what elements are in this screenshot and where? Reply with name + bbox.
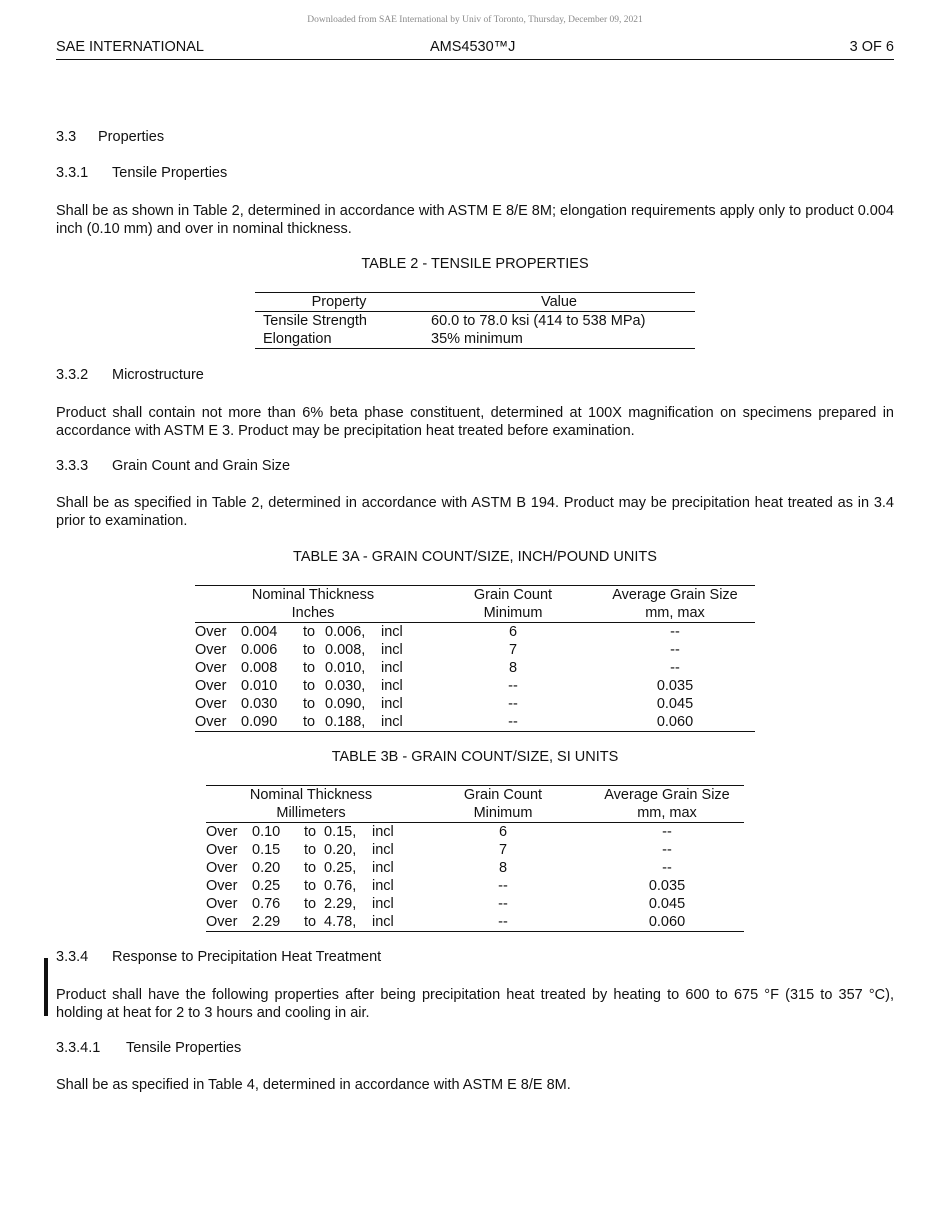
section-3-3-4-1-heading [56,1040,241,1056]
table-cell: Over [206,914,238,930]
column-header: Property [311,294,367,310]
table-cell: 0.006, [325,624,366,640]
column-header: Inches [291,605,335,621]
table-cell: to [303,860,317,876]
table-cell: 0.030, [325,678,366,694]
table-cell: 0.060 [656,714,694,730]
table-cell: Over [195,660,227,676]
section-title: Response to Precipitation Heat Treatment [112,949,382,965]
section-3-3-4-heading [56,949,381,965]
table-cell: 0.76 [252,896,281,912]
table-cell: 0.006 [241,642,278,658]
column-header: Minimum [483,605,543,621]
table-row [255,312,695,331]
header-org: SAE INTERNATIONAL [56,39,204,55]
table-cell: 0.030 [241,696,278,712]
table-cell: Over [206,896,238,912]
header-doc-number: AMS4530™J [430,39,516,55]
section-number: 3.3.4 [56,949,89,965]
table-row [195,695,755,713]
table-cell: 0.15, [324,824,357,840]
section-3-3-3-text: Shall be as specified in Table 2, determined in accordance with ASTM B 194. Product may be precipitation heat treated as in 3.4 prior to examination. [56,495,894,529]
section-3-3-4-1-text: Shall be as specified in Table 4, determined in accordance with ASTM E 8/E 8M. [56,1077,571,1093]
table-cell: to [303,824,317,840]
table-cell: 0.008 [241,660,278,676]
table-cell: -- [508,714,518,730]
table-cell: to [303,896,317,912]
table-cell: to [302,660,316,676]
table-cell: -- [670,642,680,658]
section-number: 3.3.2 [56,367,89,383]
table-row [206,841,744,859]
table-header-row [195,604,755,623]
table-cell: 0.20, [324,842,357,858]
section-3-3-2-heading [56,367,204,383]
table-cell: to [302,678,316,694]
section-3-3-4-text: Product shall have the following properties after being precipitation heat treated by heating to 600 to 675 °F (315 to 357 °C), holding at heat for 2 to 3 hours and cooling in air. [56,987,894,1021]
table-cell: 2.29, [324,896,357,912]
table-row [195,713,755,732]
table-row [195,641,755,659]
table-cell: -- [498,914,508,930]
table-cell: -- [508,678,518,694]
table-cell: 0.25 [252,878,281,894]
revision-change-bar [44,958,48,1016]
table-cell: 2.29 [252,914,281,930]
table-row [195,659,755,677]
table-header-row [195,586,755,605]
table-cell: Over [195,696,227,712]
table-cell: 4.78, [324,914,357,930]
section-number: 3.3.1 [56,165,89,181]
table-cell: Over [195,714,227,730]
table-cell: incl [372,878,394,894]
table-cell: 0.15 [252,842,281,858]
table-header-row [255,293,695,312]
table-3a-caption: TABLE 3A - GRAIN COUNT/SIZE, INCH/POUND UNITS [293,549,657,565]
table-cell: 0.045 [656,696,694,712]
table-cell: 0.25, [324,860,357,876]
table-row [206,895,744,913]
table-cell: -- [670,660,680,676]
table-3b-caption: TABLE 3B - GRAIN COUNT/SIZE, SI UNITS [331,749,619,765]
section-number: 3.3.3 [56,458,89,474]
table-cell: to [302,714,316,730]
table-cell: 0.188, [325,714,366,730]
table-cell: 0.090, [325,696,366,712]
table-cell: 8 [508,660,518,676]
table-cell: Tensile Strength [263,313,367,329]
table-row [195,623,755,642]
section-title: Tensile Properties [126,1040,242,1056]
table-cell: to [302,624,316,640]
table-cell: incl [381,642,403,658]
section-3-3-heading [56,129,164,145]
table-row [206,913,744,932]
section-number: 3.3 [56,129,77,145]
table-cell: 8 [498,860,508,876]
section-title: Properties [98,129,165,145]
table-cell: Over [206,842,238,858]
table-cell: 0.010 [241,678,278,694]
table-cell: -- [508,696,518,712]
download-watermark: Downloaded from SAE International by Univ of Toronto, Thursday, December 09, 2021 [307,15,643,25]
section-3-3-1-heading [56,165,227,181]
table-cell: 7 [498,842,508,858]
table-cell: incl [381,624,403,640]
section-title: Microstructure [112,367,204,383]
column-header: Grain Count [473,587,553,603]
table-cell: incl [372,860,394,876]
table-cell: Over [206,824,238,840]
table-cell: -- [662,842,672,858]
table-cell: incl [372,914,394,930]
table-cell: to [303,842,317,858]
table-cell: 0.004 [241,624,278,640]
column-header: Grain Count [463,787,543,803]
table-cell: 0.045 [648,896,686,912]
table-cell: 0.008, [325,642,366,658]
table-cell: incl [372,842,394,858]
table-cell: 0.010, [325,660,366,676]
table-cell: incl [381,678,403,694]
table-3b [206,785,744,932]
table-row [206,877,744,895]
table-cell: to [303,878,317,894]
section-title: Tensile Properties [112,165,228,181]
table-cell: incl [381,714,403,730]
table-cell: 7 [508,642,518,658]
table-3a [195,585,755,732]
table-cell: -- [498,896,508,912]
column-header: Average Grain Size [604,787,730,803]
column-header: Value [540,294,577,310]
table-cell: incl [372,824,394,840]
table-header-row [206,786,744,805]
table-cell: 35% minimum [431,331,523,347]
table-cell: to [303,914,317,930]
table-cell: Over [195,678,227,694]
section-title: Grain Count and Grain Size [112,458,291,474]
table-row [195,677,755,695]
section-number: 3.3.4.1 [56,1040,101,1056]
section-3-3-3-heading [56,458,290,474]
table-cell: 0.060 [648,914,686,930]
table-row [255,330,695,349]
table-cell: 0.20 [252,860,281,876]
table-cell: -- [662,860,672,876]
table-cell: incl [381,696,403,712]
table-cell: 60.0 to 78.0 ksi (414 to 538 MPa) [431,313,646,329]
header-rule [56,59,894,60]
table-cell: 6 [498,824,508,840]
column-header: mm, max [645,605,705,621]
column-header: Millimeters [276,805,346,821]
table-row [206,823,744,842]
table-cell: 0.035 [656,678,694,694]
table-cell: Over [206,860,238,876]
table-cell: -- [498,878,508,894]
table-cell: -- [670,624,680,640]
table-cell: incl [381,660,403,676]
table-cell: 0.090 [241,714,278,730]
column-header: mm, max [637,805,697,821]
column-header: Nominal Thickness [251,587,375,603]
table-cell: 0.035 [648,878,686,894]
column-header: Minimum [473,805,533,821]
section-3-3-2-text: Product shall contain not more than 6% beta phase constituent, determined at 100X magnification on specimens prepared in accordance with ASTM E 3. Product may be precipitation heat treated before examination. [56,405,894,439]
table-cell: Elongation [263,331,332,347]
column-header: Nominal Thickness [249,787,373,803]
table-row [206,859,744,877]
table-header-row [206,804,744,823]
table-cell: -- [662,824,672,840]
table-cell: 0.76, [324,878,357,894]
table-2 [255,292,695,349]
table-2-caption: TABLE 2 - TENSILE PROPERTIES [361,256,589,272]
section-3-3-1-text: Shall be as shown in Table 2, determined in accordance with ASTM E 8/E 8M; elongation requirements apply only to product 0.004 inch (0.10 mm) and over in nominal thickness. [56,203,894,237]
header-page-number: 3 OF 6 [849,39,894,55]
table-cell: to [302,696,316,712]
table-cell: Over [195,624,227,640]
table-cell: Over [195,642,227,658]
table-cell: 0.10 [252,824,281,840]
column-header: Average Grain Size [612,587,738,603]
table-cell: incl [372,896,394,912]
table-cell: Over [206,878,238,894]
table-cell: to [302,642,316,658]
table-cell: 6 [508,624,518,640]
